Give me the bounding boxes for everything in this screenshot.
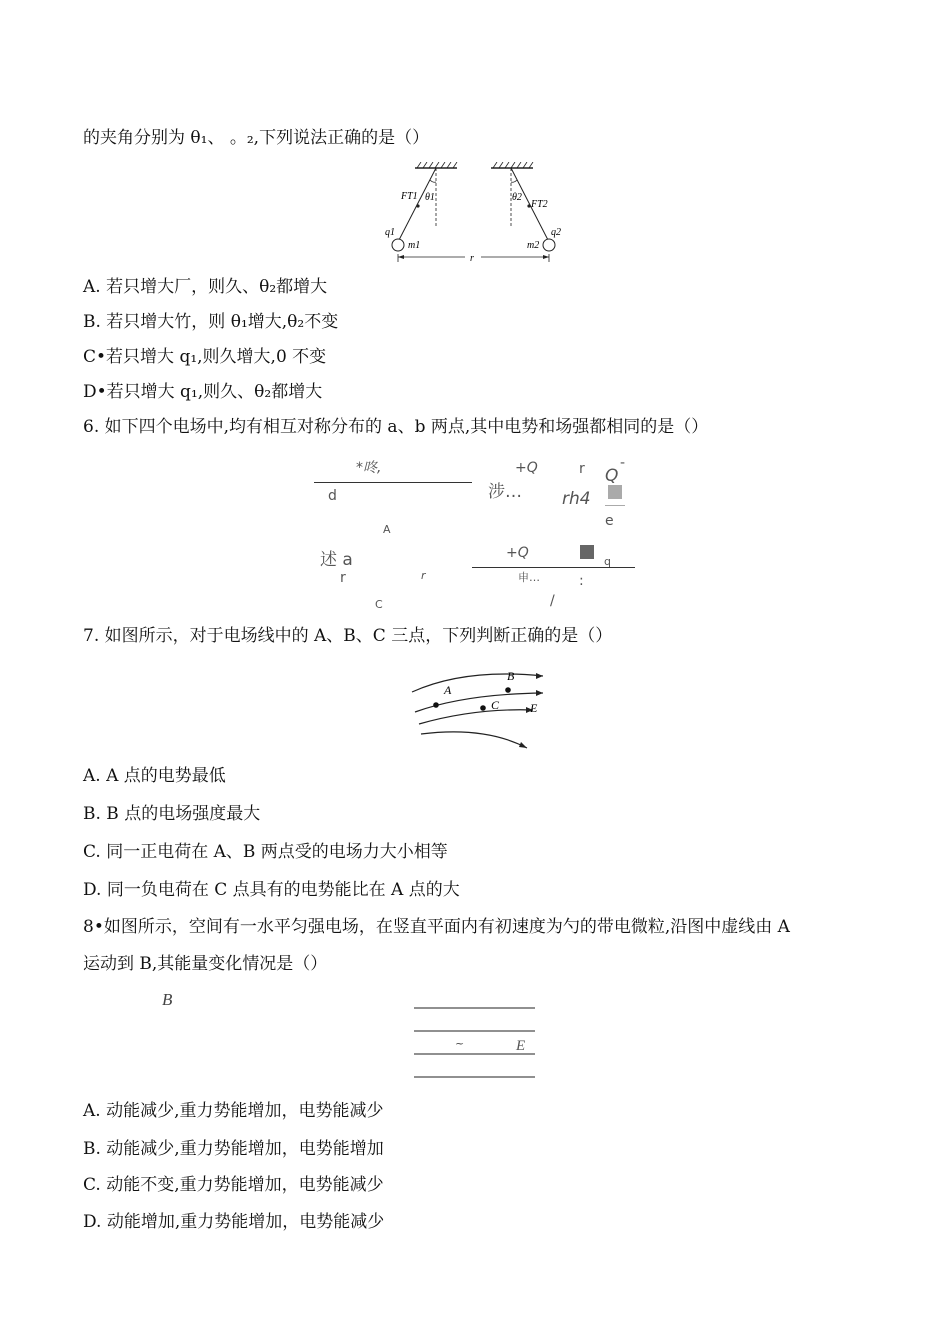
q8-uniform-field-figure bbox=[412, 1000, 538, 1082]
q1-label: q1 bbox=[385, 227, 395, 238]
q7-option-c: C. 同一正电荷在 A、B 两点受的电场力大小相等 bbox=[83, 842, 448, 862]
q6-line-1 bbox=[314, 482, 472, 483]
r-label: r bbox=[470, 253, 474, 264]
q7-stem: 7. 如图所示，对于电场线中的 A、B、C 三点，下列判断正确的是（） bbox=[83, 626, 613, 646]
q5-option-c: C•若只增大 q₁,则久增大,0 不变 bbox=[83, 347, 327, 367]
q8-option-d: D. 动能增加,重力势能增加，电势能减少 bbox=[83, 1212, 385, 1232]
q6-square-dark bbox=[580, 545, 594, 559]
q8-field-e-label: E bbox=[516, 1038, 526, 1054]
point-b-label: B bbox=[507, 669, 515, 683]
q7-option-a: A. A 点的电势最低 bbox=[83, 766, 226, 786]
q6-square-light bbox=[608, 485, 622, 499]
q5-pendulum-figure bbox=[385, 162, 565, 266]
q6-frag-11: 述 a bbox=[320, 550, 353, 570]
q8-option-a: A. 动能减少,重力势能增加，电势能减少 bbox=[83, 1101, 384, 1121]
q6-frag-12: r bbox=[340, 570, 346, 586]
q8-option-b: B. 动能减少,重力势能增加，电势能增加 bbox=[83, 1139, 384, 1159]
q6-frag-13: r bbox=[421, 569, 426, 582]
q6-frag-9: e bbox=[605, 513, 614, 529]
q7-option-b: B. B 点的电场强度最大 bbox=[83, 804, 261, 824]
q2-label: q2 bbox=[551, 227, 561, 238]
ft2-label: FT2 bbox=[531, 199, 548, 210]
q8-stem-line1: 8•如图所示，空间有一水平匀强电场，在竖直平面内有初速度为勺的带电微粒,沿图中虚线由 A bbox=[83, 917, 790, 937]
q6-frag-19: / bbox=[550, 593, 555, 609]
q6-frag-6: rh4 bbox=[562, 489, 591, 509]
q6-frag-8: - bbox=[620, 455, 626, 471]
q6-frag-10: A bbox=[383, 523, 391, 536]
m1-label: m1 bbox=[408, 240, 421, 251]
q6-frag-7: Q bbox=[605, 466, 619, 486]
theta1-label: θ1 bbox=[425, 192, 435, 203]
q6-stem: 6. 如下四个电场中,均有相互对称分布的 a、b 两点,其中电势和场强都相同的是（） bbox=[83, 417, 709, 437]
q7-option-d: D. 同一负电荷在 C 点具有的电势能比在 A 点的大 bbox=[83, 880, 460, 900]
q5-option-b: B. 若只增大竹，则 θ₁增大,θ₂不变 bbox=[83, 312, 339, 332]
q5-option-a: A. 若只增大厂，则久、θ₂都增大 bbox=[83, 277, 328, 297]
field-e-label: E bbox=[530, 701, 538, 715]
q6-line-3 bbox=[605, 505, 625, 506]
point-c-label: C bbox=[491, 698, 500, 712]
point-a-label: A bbox=[444, 683, 452, 697]
q8-option-c: C. 动能不变,重力势能增加，电势能减少 bbox=[83, 1175, 384, 1195]
q6-frag-2: d bbox=[328, 488, 337, 504]
ft1-label: FT1 bbox=[401, 191, 418, 202]
q6-frag-1: *咚, bbox=[356, 460, 382, 476]
q6-frag-15: 申… bbox=[518, 571, 540, 584]
q8-mark: ~ bbox=[455, 1037, 465, 1050]
q6-frag-18: C bbox=[375, 598, 383, 611]
q6-figure bbox=[300, 455, 650, 615]
q6-frag-4: +Q bbox=[515, 460, 538, 476]
q7-field-lines-figure bbox=[405, 662, 555, 754]
q5-option-d: D•若只增大 q₁,则久、θ₂都增大 bbox=[83, 382, 323, 402]
q6-frag-17: : bbox=[579, 573, 584, 589]
theta2-label: θ2 bbox=[512, 192, 522, 203]
q6-frag-3: 涉… bbox=[488, 482, 522, 502]
q8-point-b-label: B bbox=[162, 990, 173, 1009]
m2-label: m2 bbox=[527, 240, 540, 251]
q6-frag-14: +Q bbox=[506, 545, 529, 561]
q6-frag-16: q bbox=[604, 555, 611, 568]
q8-stem-line2: 运动到 B,其能量变化情况是（） bbox=[83, 954, 328, 974]
q6-frag-5: r bbox=[579, 461, 585, 477]
q5-stem: 的夹角分别为 θ₁、 。₂,下列说法正确的是（） bbox=[83, 128, 430, 148]
